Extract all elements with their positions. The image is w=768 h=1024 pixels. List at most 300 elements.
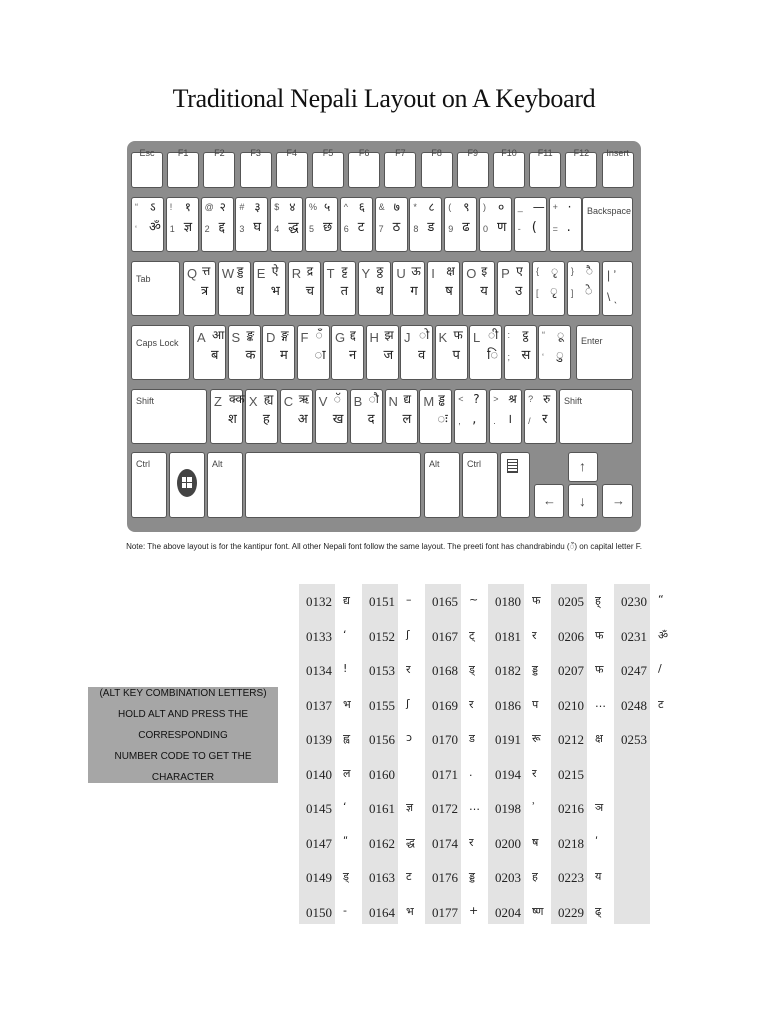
key-latin-upper: F	[300, 330, 309, 345]
key-nepali-shift: ५	[324, 200, 331, 214]
key-z-0[interactable]	[210, 389, 243, 444]
alt-code: 0133	[306, 628, 332, 644]
key-nepali-base: द्द	[218, 220, 225, 235]
key-latin-lower: 7	[378, 224, 384, 234]
key-latin-upper: &	[378, 202, 385, 212]
key-label: Shift	[136, 396, 155, 406]
alt-code: 0198	[495, 801, 521, 816]
alt-code: 0186	[495, 697, 521, 713]
alt-code: 0194	[495, 766, 521, 782]
key-tab[interactable]	[131, 261, 180, 316]
alt-code: 0139	[306, 732, 332, 747]
key-label: F10	[501, 148, 517, 158]
key-f12[interactable]	[565, 148, 597, 188]
key-q-5[interactable]	[358, 261, 391, 316]
key-caps-lock[interactable]	[131, 325, 190, 380]
alt-char: फ	[595, 663, 604, 676]
key-f8[interactable]	[421, 148, 453, 188]
key-z-2[interactable]	[280, 389, 313, 444]
alt-code: 0200	[495, 835, 521, 851]
key-arrow-right[interactable]	[602, 484, 633, 518]
key-latin-lower: ]	[570, 288, 574, 298]
key-nepali-base: त्र	[201, 284, 209, 299]
key-nepali-shift: ऐ	[271, 264, 279, 278]
key-label: F2	[214, 148, 225, 158]
key-nepali-shift: ठ्ठ	[376, 264, 384, 278]
key-q-6[interactable]	[392, 261, 425, 316]
key-num-8[interactable]	[409, 197, 442, 252]
key-z-7[interactable]	[454, 389, 487, 444]
key-nepali-shift: ो	[419, 328, 430, 342]
key-ctrl-left[interactable]	[131, 452, 167, 518]
key-label: F1	[177, 148, 189, 158]
alt-code: 0229	[558, 904, 584, 920]
key-latin-upper: )	[483, 202, 486, 212]
key-latin-lower: 5	[309, 224, 315, 234]
layout-note: Note: The above layout is for the kantipur font. All other Nepali font follow the same layout. The preeti font has chandrabindu (ँ) on capital letter F.	[126, 542, 642, 551]
key-nepali-shift: श्र	[508, 392, 517, 406]
key-label: Backspace	[587, 206, 632, 216]
key-q-9[interactable]	[497, 261, 530, 316]
key-num-1[interactable]	[166, 197, 199, 252]
key-nepali-base: ड	[427, 220, 435, 235]
alt-code: 0176	[432, 870, 458, 885]
key-nepali-shift: ट्ठ	[522, 328, 529, 342]
key-nepali-base: स	[521, 348, 531, 363]
alt-char: ʻ	[343, 627, 347, 641]
key-latin-lower: -	[517, 224, 521, 234]
key-latin-upper: Q	[187, 266, 198, 281]
alt-code: 0153	[369, 663, 395, 678]
key-latin-upper: M	[423, 394, 435, 409]
key-label: F8	[431, 148, 442, 158]
key-latin-upper: E	[256, 266, 266, 281]
key-nepali-base: उ	[515, 284, 523, 299]
key-num-11[interactable]	[514, 197, 547, 252]
key-nepali-shift: ९	[463, 200, 470, 214]
key-nepali-shift: ङ्क	[246, 328, 255, 342]
key-nepali-base: क	[245, 348, 256, 363]
key-num-6[interactable]	[340, 197, 373, 252]
key-nepali-base: ब	[211, 348, 219, 363]
key-z-4[interactable]	[350, 389, 383, 444]
key-shift-right[interactable]	[559, 389, 633, 444]
key-latin-upper: D	[266, 330, 276, 345]
page-title: Traditional Nepali Layout on A Keyboard	[172, 84, 596, 113]
key-enter[interactable]	[576, 325, 633, 380]
info-line-2: HOLD ALT AND PRESS THE CORRESPONDING	[117, 708, 249, 741]
alt-char: -	[343, 903, 347, 917]
alt-code: 0163	[369, 870, 395, 885]
key-alt-left[interactable]	[207, 452, 243, 518]
alt-code: 0204	[495, 904, 521, 920]
key-nepali-shift: आ	[212, 328, 225, 342]
key-nepali-base: थ	[375, 284, 384, 299]
key-nepali-base: छ	[323, 220, 333, 235]
key-f1[interactable]	[167, 148, 199, 188]
key-a-3[interactable]	[297, 325, 330, 380]
key-nepali-shift: ०	[498, 200, 505, 214]
alt-code: 0218	[558, 835, 584, 851]
key-label: Alt	[429, 459, 440, 469]
key-nepali-base: ृ	[550, 284, 558, 299]
key-label-lower: \ ˎ	[607, 290, 618, 304]
key-nepali-base: ,	[472, 412, 477, 427]
alt-char: भ	[343, 697, 351, 711]
key-nepali-shift: झ	[384, 328, 394, 342]
key-f4[interactable]	[276, 148, 308, 188]
alt-char: ट्	[469, 628, 475, 642]
key-nepali-base: न	[349, 348, 357, 363]
key-a-10[interactable]	[538, 325, 571, 380]
alt-char: +	[469, 903, 479, 917]
alt-code: 0155	[369, 697, 395, 713]
alt-char: ह्व	[343, 732, 350, 745]
alt-code: 0174	[432, 835, 458, 851]
key-latin-upper: H	[369, 330, 379, 345]
alt-char: .	[469, 765, 473, 779]
key-q-3[interactable]	[288, 261, 321, 316]
key-nepali-base: ॐ	[149, 220, 161, 235]
alt-char: ष्ण	[532, 904, 544, 918]
key-latin-lower: 2	[204, 224, 210, 234]
key-label: Ctrl	[136, 459, 150, 469]
key-label: F4	[286, 148, 298, 158]
key-backspace[interactable]	[582, 197, 633, 252]
key-arrow-left[interactable]	[534, 484, 564, 518]
key-arrow-up[interactable]	[568, 452, 598, 482]
key-esc[interactable]	[131, 148, 163, 188]
menu-icon	[507, 459, 518, 473]
alt-code: 0172	[432, 801, 458, 816]
key-label: Esc	[139, 148, 155, 158]
alt-char: ʻ	[343, 800, 347, 813]
key-nepali-base: ः	[437, 412, 448, 427]
key-latin-upper: Y	[361, 266, 371, 281]
alt-code: 0181	[495, 628, 521, 644]
key-space[interactable]	[245, 452, 421, 518]
key-label: F6	[358, 148, 370, 158]
key-q-1[interactable]	[218, 261, 251, 316]
key-nepali-shift: रु	[543, 392, 551, 406]
key-nepali-shift: —	[532, 200, 545, 214]
alt-code: 0205	[558, 594, 584, 609]
key-a-8[interactable]	[469, 325, 502, 380]
alt-code: 0152	[369, 628, 395, 644]
key-nepali-base: श	[228, 412, 237, 427]
alt-code: 0247	[621, 663, 647, 678]
alt-char: ड्ड	[532, 663, 538, 676]
key-q-11[interactable]	[567, 261, 600, 316]
key-nepali-shift: क्क	[229, 392, 245, 406]
alt-char: भ	[406, 904, 414, 918]
alt-char: ʾ	[532, 800, 536, 813]
alt-char: द्य	[343, 594, 350, 607]
key-nepali-base: ठ	[392, 220, 401, 235]
key-q-4[interactable]	[323, 261, 356, 316]
key-num-5[interactable]	[305, 197, 338, 252]
alt-char: र	[406, 663, 411, 676]
alt-char: ष	[532, 835, 539, 849]
key-menu[interactable]	[500, 452, 530, 518]
key-nepali-shift: क्ष	[446, 264, 455, 278]
alt-char: र	[532, 628, 537, 642]
key-label: F12	[573, 148, 590, 158]
key-nepali-shift: ऊ	[411, 264, 421, 278]
key-q-0[interactable]	[183, 261, 216, 316]
key-f3[interactable]	[240, 148, 272, 188]
key-latin-lower: /	[528, 416, 531, 426]
key-latin-upper: C	[283, 394, 294, 409]
alt-key-info-box	[88, 687, 278, 783]
key-latin-lower: 0	[483, 224, 489, 234]
key-a-9[interactable]	[504, 325, 537, 380]
key-nepali-base: े	[584, 284, 593, 299]
key-latin-upper: A	[197, 330, 206, 345]
key-nepali-base: घ	[253, 220, 262, 235]
alt-code: 0147	[306, 835, 332, 851]
key-nepali-base: ष	[445, 284, 453, 299]
key-q-7[interactable]	[427, 261, 460, 316]
alt-code: 0203	[495, 870, 521, 885]
key-label: Caps Lock	[136, 338, 179, 348]
key-z-9[interactable]	[524, 389, 557, 444]
key-nepali-base: य	[480, 284, 488, 299]
key-nepali-base: र	[542, 412, 548, 427]
key-label: F7	[395, 148, 406, 158]
key-latin-upper: V	[318, 394, 328, 409]
alt-char: र	[469, 697, 474, 711]
key-latin-lower: 1	[169, 224, 175, 234]
key-windows[interactable]	[169, 452, 205, 518]
key-nepali-shift: ए	[516, 264, 523, 278]
key-latin-upper: J	[404, 330, 411, 345]
key-nepali-shift: ऋ	[298, 392, 310, 406]
key-nepali-shift: ·	[567, 200, 572, 214]
key-latin-upper: I	[431, 266, 435, 281]
alt-code: 0206	[558, 628, 584, 644]
key-nepali-base: ख	[332, 412, 344, 427]
alt-char: फ	[532, 594, 541, 607]
keyboard	[127, 141, 641, 532]
key-f2[interactable]	[203, 148, 235, 188]
key-label: Ctrl	[467, 459, 481, 469]
alt-code: 0216	[558, 801, 584, 816]
key-z-1[interactable]	[245, 389, 278, 444]
key-nepali-shift: १	[184, 200, 192, 214]
alt-code: 0248	[621, 697, 647, 713]
key-f10[interactable]	[493, 148, 525, 188]
alt-char: प	[532, 697, 539, 711]
key-num-4[interactable]	[270, 197, 303, 252]
key-nepali-shift: ङ्ग	[281, 328, 289, 342]
key-nepali-shift: ी	[488, 328, 499, 342]
key-nepali-base: ।	[507, 412, 513, 427]
key-latin-upper: L	[473, 330, 481, 345]
key-nepali-base: व	[418, 348, 426, 363]
key-a-0[interactable]	[193, 325, 226, 380]
alt-char: ड्	[343, 870, 349, 883]
key-nepali-shift: ँ	[315, 328, 323, 342]
alt-char: ʺ	[343, 834, 349, 848]
key-f9[interactable]	[457, 148, 489, 188]
key-q-2[interactable]	[253, 261, 286, 316]
key-nepali-base: (	[531, 220, 537, 235]
key-nepali-base: त	[340, 284, 349, 299]
key-nepali-base: प	[452, 348, 460, 363]
key-latin-upper: R	[291, 266, 302, 281]
alt-code: 0151	[369, 594, 395, 609]
key-nepali-shift: ट्ट	[341, 264, 348, 278]
key-nepali-base: ज्ञ	[183, 220, 193, 235]
key-nepali-base: ह	[262, 412, 270, 427]
key-nepali-shift: ह्य	[263, 392, 274, 406]
key-insert[interactable]	[602, 148, 634, 188]
key-latin-lower: ‘	[542, 352, 544, 362]
key-latin-lower: ‘	[135, 224, 137, 234]
key-nepali-base: ि	[487, 348, 499, 363]
key-nepali-shift: ौ	[368, 392, 379, 406]
key-latin-upper: B	[353, 394, 363, 409]
alt-char: ल	[343, 766, 351, 780]
key-a-5[interactable]	[366, 325, 399, 380]
key-a-2[interactable]	[262, 325, 295, 380]
key-latin-lower: 9	[448, 224, 454, 234]
key-latin-upper: ?	[528, 394, 534, 404]
key-latin-lower: [	[536, 288, 539, 298]
key-a-6[interactable]	[400, 325, 433, 380]
key-a-4[interactable]	[331, 325, 364, 380]
key-num-7[interactable]	[375, 197, 408, 252]
alt-char: ɔ	[406, 731, 413, 744]
alt-char: ड्ड	[469, 870, 475, 883]
key-nepali-shift: ृ	[551, 264, 559, 278]
alt-code: 0231	[621, 628, 647, 644]
key-alt-right[interactable]	[424, 452, 460, 518]
key-nepali-shift: त्त	[202, 264, 211, 278]
alt-char: ट	[658, 697, 664, 711]
key-nepali-base: म	[280, 348, 288, 363]
alt-char: –	[406, 593, 412, 606]
key-z-6[interactable]	[419, 389, 452, 444]
key-nepali-shift: फ	[453, 328, 463, 342]
key-backslash[interactable]	[602, 261, 633, 316]
key-nepali-shift: ू	[557, 328, 565, 342]
alt-char: य	[595, 870, 602, 883]
key-shift-left[interactable]	[131, 389, 207, 444]
key-num-2[interactable]	[201, 197, 234, 252]
key-latin-upper: Z	[214, 394, 222, 409]
alt-code: 0170	[432, 732, 458, 747]
alt-code: 0207	[558, 663, 584, 678]
key-latin-lower: ,	[458, 416, 461, 426]
key-z-8[interactable]	[489, 389, 522, 444]
key-z-5[interactable]	[385, 389, 418, 444]
alt-char: …	[469, 800, 480, 813]
key-arrow-down[interactable]	[568, 484, 598, 518]
key-num-10[interactable]	[479, 197, 512, 252]
key-nepali-shift: द्द	[350, 328, 356, 342]
alt-char: …	[595, 696, 606, 710]
alt-code: 0182	[495, 663, 521, 678]
key-latin-upper: $	[274, 202, 280, 212]
key-latin-upper: S	[231, 330, 241, 345]
alt-char: ह	[532, 870, 538, 883]
key-f7[interactable]	[384, 148, 416, 188]
key-a-7[interactable]	[435, 325, 468, 380]
key-label: F3	[250, 148, 261, 158]
key-nepali-shift: ऽ	[150, 200, 156, 214]
info-line-1: (ALT KEY COMBINATION LETTERS)	[99, 687, 267, 699]
alt-code: 0191	[495, 732, 521, 747]
alt-code: 0210	[558, 697, 584, 713]
alt-char: रू	[532, 732, 541, 745]
alt-char: /	[658, 662, 662, 675]
key-num-12[interactable]	[549, 197, 582, 252]
key-label: F9	[467, 148, 479, 158]
alt-char: क्ष	[595, 732, 603, 745]
key-nepali-base: भ	[270, 284, 280, 299]
key-latin-lower: ;	[507, 352, 511, 362]
key-f11[interactable]	[529, 148, 561, 188]
key-nepali-base: ण	[497, 220, 507, 235]
key-latin-lower: =	[552, 224, 558, 234]
key-latin-upper: (	[448, 202, 452, 212]
key-label: F5	[322, 148, 334, 158]
alt-char: ञ	[595, 801, 604, 814]
key-z-3[interactable]	[315, 389, 348, 444]
key-nepali-shift: ८	[428, 200, 435, 214]
key-q-10[interactable]	[532, 261, 565, 316]
alt-char: ढ्	[595, 904, 602, 918]
key-nepali-base: द	[367, 412, 375, 427]
key-latin-upper: G	[335, 330, 346, 345]
key-nepali-base: ट	[357, 220, 365, 235]
key-latin-upper: N	[388, 394, 398, 409]
alt-char: ʃ	[406, 627, 410, 641]
key-num-3[interactable]	[235, 197, 268, 252]
key-ctrl-right[interactable]	[462, 452, 498, 518]
arrow-down-icon: ↓	[579, 493, 586, 509]
key-latin-upper: #	[239, 202, 245, 212]
key-f5[interactable]	[312, 148, 344, 188]
alt-code: 0145	[306, 801, 332, 816]
key-latin-lower: 4	[274, 224, 280, 234]
key-latin-upper: }	[570, 266, 574, 276]
key-f6[interactable]	[348, 148, 380, 188]
key-nepali-base: ा	[314, 348, 326, 363]
key-latin-lower: 3	[239, 224, 245, 234]
key-nepali-shift: ७	[393, 200, 400, 214]
alt-code: 0137	[306, 697, 332, 713]
alt-char: ʹ	[595, 834, 599, 848]
key-latin-upper: %	[309, 202, 318, 212]
alt-char: ज्ञ	[406, 801, 414, 814]
key-latin-upper: _	[517, 202, 523, 212]
key-a-1[interactable]	[228, 325, 261, 380]
info-line-3: NUMBER CODE TO GET THE CHARACTER	[114, 750, 252, 783]
alt-code: 0132	[306, 594, 332, 609]
key-label: Alt	[212, 459, 223, 469]
alt-code: 0180	[495, 594, 521, 609]
key-num-9[interactable]	[444, 197, 477, 252]
key-nepali-shift: ड्ड	[236, 264, 244, 278]
alt-char: र	[469, 835, 474, 849]
key-num-0[interactable]	[131, 197, 164, 252]
alt-code: 0161	[369, 801, 395, 816]
alt-char: फ	[595, 628, 604, 642]
key-q-8[interactable]	[462, 261, 495, 316]
